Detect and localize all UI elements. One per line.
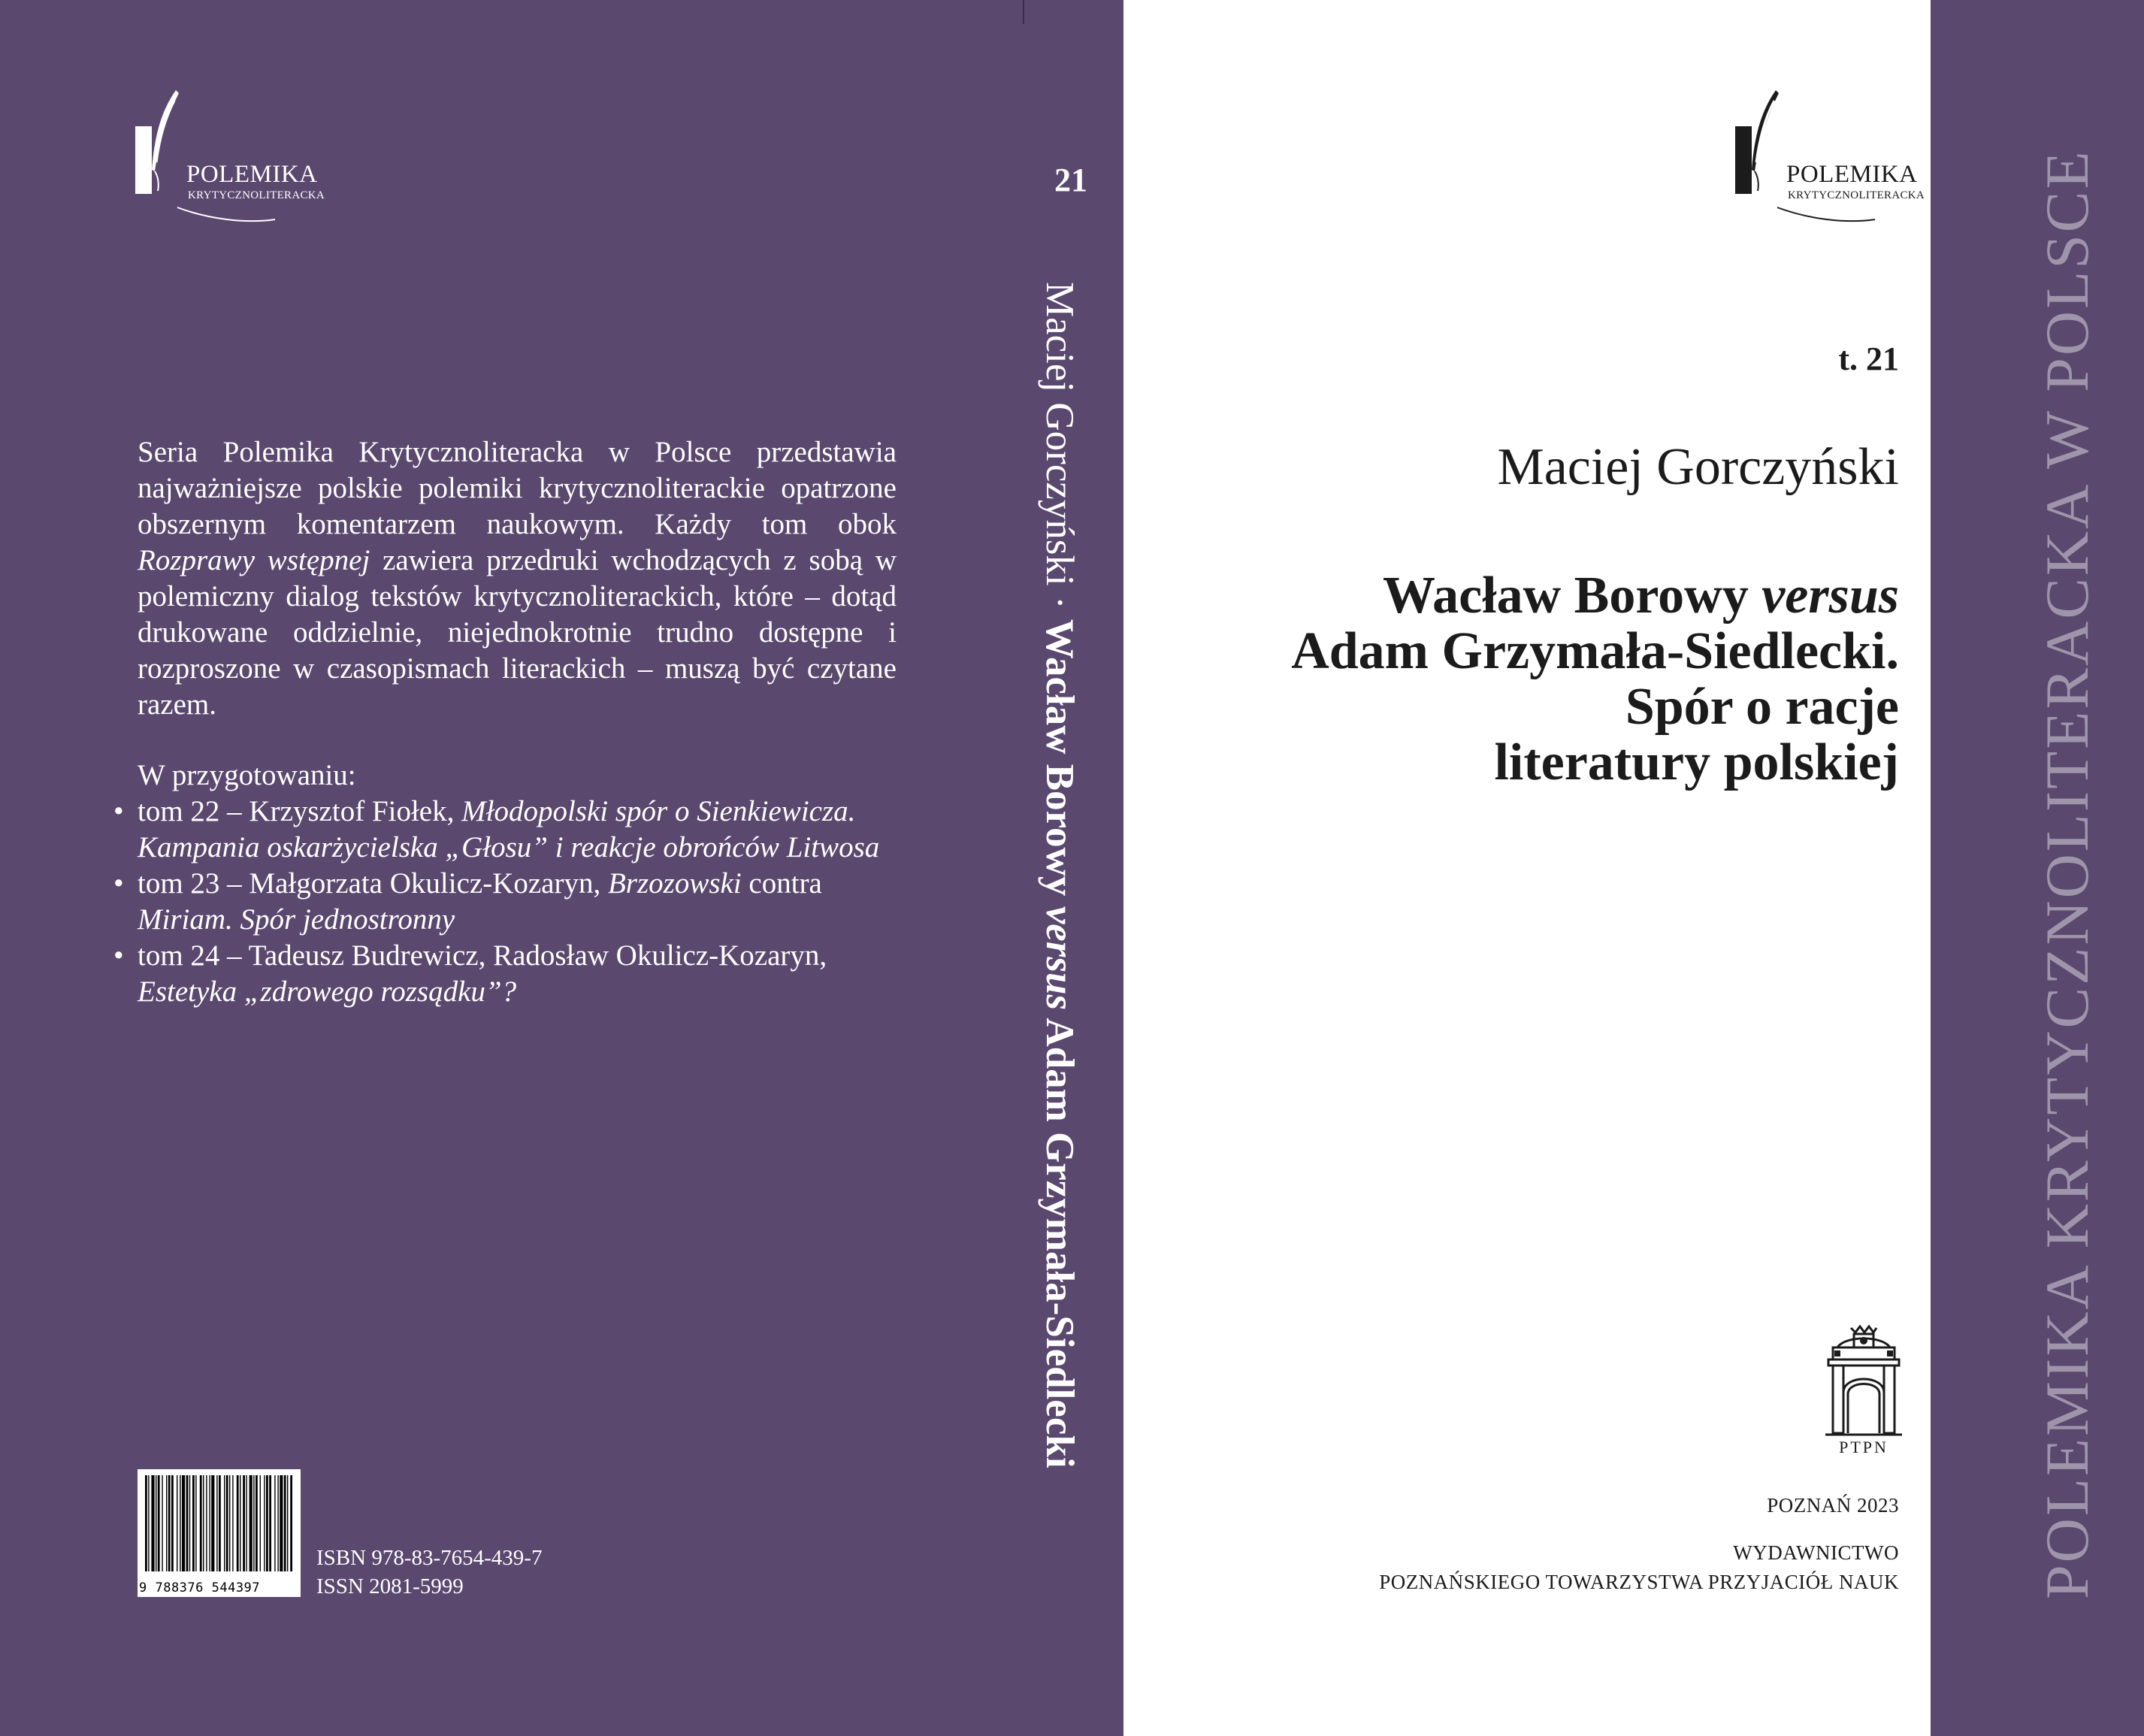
title-line-1: Wacław Borowy <box>1382 567 1762 625</box>
spine-fold-line <box>1023 0 1024 24</box>
bullet-icon: • <box>113 867 124 900</box>
logo-wordmark: POLEMIKA <box>186 161 318 188</box>
spine-separator: · <box>1038 585 1081 619</box>
item-italic-2: Miriam. Spór jednostronny <box>138 903 455 936</box>
barcode-bar <box>277 1475 278 1571</box>
barcode-bar <box>284 1475 286 1571</box>
isbn: ISBN 978-83-7654-439-7 <box>316 1546 543 1570</box>
barcode-bar <box>186 1475 189 1571</box>
barcode-bar <box>192 1475 195 1571</box>
barcode-bar <box>211 1475 214 1571</box>
volume-number: t. 21 <box>1838 340 1899 377</box>
issn: ISSN 2081-5999 <box>316 1574 464 1598</box>
barcode-digits: 9 788376 544397 <box>139 1580 261 1595</box>
barcode-bar <box>290 1475 292 1571</box>
gate-icon <box>1822 1325 1905 1438</box>
barcode-bar <box>195 1475 196 1571</box>
spine-title-part-2: Adam Grzymała-Siedlecki <box>1038 1010 1081 1468</box>
barcode-bar <box>166 1475 167 1571</box>
spine-volume-number: 21 <box>1054 162 1087 198</box>
title-line-2: Adam Grzymała-Siedlecki. <box>1291 622 1899 680</box>
barcode-bar <box>209 1475 210 1571</box>
barcode-bar <box>226 1475 228 1571</box>
publication-place-year: POZNAŃ 2023 <box>1767 1494 1899 1517</box>
barcode-bar <box>243 1475 245 1571</box>
barcode-bar <box>269 1475 271 1571</box>
barcode-bar <box>232 1475 233 1571</box>
barcode-bar <box>274 1475 275 1571</box>
barcode-bar <box>145 1475 147 1571</box>
barcode-bar <box>206 1475 207 1571</box>
barcode-bar <box>216 1475 217 1571</box>
barcode-bar <box>158 1475 160 1571</box>
barcode-bar <box>287 1475 288 1571</box>
barcode-bar <box>237 1475 239 1571</box>
barcode-bar <box>203 1475 204 1571</box>
list-item <box>109 866 921 938</box>
barcode-bar <box>264 1475 265 1571</box>
ptpn-label: PTPN <box>1839 1438 1888 1456</box>
book-title <box>1291 568 1899 791</box>
blurb-italic: Rozprawy wstępnej <box>138 544 370 576</box>
list-item <box>109 938 921 1010</box>
blurb-text-1: Seria Polemika Krytycznoliteracka w Polsce przedstawia najważniejsze polskie polemiki krytycznoliterackie opatrzone obszernym komentarzem naukowym. Każdy tom obok <box>138 436 897 540</box>
barcode-bar <box>253 1475 254 1571</box>
bullet-icon: • <box>113 795 124 827</box>
barcode-bar <box>219 1475 221 1571</box>
logo-wordmark: POLEMIKA <box>1786 161 1918 188</box>
barcode-bar <box>151 1475 154 1571</box>
item-text-mid: contra <box>741 867 822 900</box>
logo-subtitle: KRYTYCZNOLITERACKA <box>188 189 325 201</box>
barcode-bar <box>200 1475 202 1571</box>
barcode-bar <box>148 1475 149 1571</box>
spine-title-versus: versus <box>1038 906 1081 1011</box>
series-description <box>138 434 897 723</box>
barcode-bars <box>144 1475 294 1571</box>
isbn-block <box>316 1544 542 1601</box>
item-text: tom 23 – Małgorzata Okulicz-Kozaryn, <box>138 867 608 900</box>
barcode-bar <box>189 1475 190 1571</box>
item-italic: Młodopolski spór o Sienkiewicza. Kampania oskarżycielska „Głosu” i reakcje obrońców Litwosa <box>138 795 880 863</box>
logo-subtitle: KRYTYCZNOLITERACKA <box>1788 189 1925 201</box>
spine-author: Maciej Gorczyński <box>1038 282 1081 586</box>
barcode-bar <box>171 1475 174 1571</box>
list-item <box>109 794 921 866</box>
blurb-text-2: zawiera przedruki wchodzących z sobą w polemiczny dialog tekstów krytycznoliterackich, które – dotąd drukowane oddzielnie, niejednokrotnie trudno dostępne i rozproszone w czasopismach literackich – muszą być czytane razem. <box>138 544 897 721</box>
bullet-icon: • <box>113 939 124 972</box>
publisher-line-2: POZNAŃSKIEGO TOWARZYSTWA PRZYJACIÓŁ NAUK <box>1379 1571 1899 1593</box>
item-italic: Estetyka „zdrowego rozsądku”? <box>138 975 517 1008</box>
barcode-bar <box>182 1475 185 1571</box>
barcode-bar <box>266 1475 268 1571</box>
barcode-bar <box>224 1475 225 1571</box>
publisher-line-1: WYDAWNICTWO <box>1733 1541 1899 1564</box>
upcoming-volumes-list <box>109 794 921 1010</box>
barcode-bar <box>229 1475 230 1571</box>
barcode-bar <box>256 1475 258 1571</box>
barcode-bar <box>280 1475 283 1571</box>
series-logo-front <box>1732 87 1925 237</box>
spine-title-part-1: Wacław Borowy <box>1038 618 1081 906</box>
barcode-bar <box>168 1475 171 1571</box>
author-name: Maciej Gorczyński <box>1497 438 1899 496</box>
series-logo-back <box>132 87 325 237</box>
ptpn-emblem <box>1822 1325 1905 1460</box>
in-preparation-heading: W przygotowaniu: <box>138 759 356 791</box>
barcode <box>138 1469 301 1597</box>
barcode-bar <box>249 1475 253 1571</box>
item-text: tom 24 – Tadeusz Budrewicz, Radosław Okulicz-Kozaryn, <box>138 939 827 972</box>
title-line-3: Spór o racje <box>1625 678 1899 736</box>
front-cover <box>1123 0 1931 1736</box>
series-name-vertical: POLEMIKA KRYTYCZNOLITERACKA W POLSCE <box>2033 149 2101 1599</box>
spine-title <box>1037 282 1082 1468</box>
barcode-bar <box>260 1475 261 1571</box>
item-italic: Brzozowski <box>607 867 742 900</box>
item-text: tom 22 – Krzysztof Fiołek, <box>138 795 462 827</box>
title-line-4: literatury polskiej <box>1494 733 1899 791</box>
title-versus: versus <box>1761 567 1899 625</box>
